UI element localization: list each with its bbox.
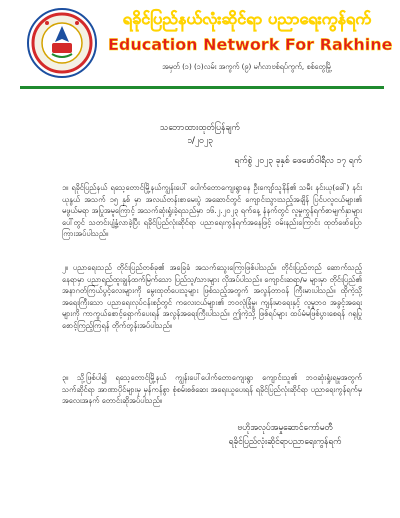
paragraph-1: ၁။ ရခိုင်ပြည်နယ် ရသေ့တောင်မြို့နယ်ကျွန်းပေါ် ပေါက်တောကျေးရွာနေ ဦးကျော်သူနိန်၏ သမီး နင်းယု(ခေါ်) နင်းယုနွယ် အသက် ၁၅ နှစ် မှာ အလယ်တန်းစာမေးပွဲ အဆောင်တွင် ကျောင်းသွားသည့်အချိန် ပြင်ပလူငယ်များ၏ မဖွယ်မရာ အပြုအမူကြောင့် အသက်ဆုံးရှုံးခဲ့ရသည်မှာ ၁၆.၂.၂၀၂၃ ရက်နေ့ နံနက်တွင် လူမှုကွန်ရက်စာမျက်နှာများပေါ်တွင် သတင်းပျံ့နှံ့လာခဲ့ပြီး ရခိုင်ပြည်လုံးဆိုင်ရာ ပညာရေးကွန်ရက်အနေဖြင့် ဝမ်းနည်းကြောင်း ထုတ်ဖော်ပြောကြားအပ်ပါသည်။ [62, 183, 362, 239]
letterhead-divider [20, 86, 384, 89]
paragraph-2: ၂။ ပညာရေးသည် တိုင်းပြည်တစ်ခု၏ အခြေခံ အသက်သွေးကြောဖြစ်ပါသည်။ တိုင်းပြည်တည် ဆောက်သည့် နေရာမှာ ပညာရည်ထူးချွန်ထက်မြက်သော ပြည်သူ/သားများ လိုအပ်ပါသည်။ ကျောင်းဆရာ/မ များမှာ တိုင်းပြည်၏ အနာဂတ်ကြယ်ပွင့်လေးများကို မွေးထုတ်ပေးသူများ ဖြစ်သည့်အတွက် အလွန်တာဝန် ကြီးမားပါသည်။ ထိုကဲ့သို့ အရေးကြီးသော ပညာရေးလုပ်ငန်းစဉ်တွင် ကလေးငယ်များ၏ ဘဝလုံခြုံမှု၊ ကျန်းမာရေးနှင့် လူမှုဘဝ အခွင့်အရေးများကို ကာကွယ်စောင့်ရှောက်ပေးရန် အလွန်အရေးကြီးပါသည်။ ဤကဲ့သို့ ဖြစ်ရပ်များ ထပ်မံမဖြစ်ပွားစေရန် ဂရုပြုစောင့်ကြည့်ကြရန် တိုက်တွန်းအပ်ပါသည်။ [62, 263, 362, 330]
letterhead [0, 0, 400, 92]
signature-organization: ရခိုင်ပြည်လုံးဆိုင်ရာပညာရေးကွန်ရက် [228, 436, 342, 446]
paragraph-3: ၃။ သို့ဖြစ်ပါ၍ ရသေ့တောင်မြို့နယ် ကျွန်းပေါ်ပေါက်တောကျေးရွာ ကျောင်းသူ၏ ဘဝဆုံးရှုံးရမှုအတွက် သက်ဆိုင်ရာ အာဏာပိုင်များမှ မှန်ကန်စွာ စုံစမ်းစစ်ဆေး အရေးယူပေးရန် ရခိုင်ပြည်လုံးဆိုင်ရာ ပညာရေးကွန်ရက်မှ အလေးအနက် တောင်းဆိုအပ်ပါသည်။ [62, 373, 362, 406]
organization-name-english: Education Network For Rakhine [108, 35, 393, 54]
organization-address: အမှတ် (၁) (၁)လမ်း အကွက် (၉) မင်္ဂလာဗစ်ရပ်ကွက်, စစ်တွေမြို့ [162, 62, 332, 71]
organization-logo [27, 8, 97, 78]
statement-number: ၁/၂၀၂၃ [187, 136, 213, 146]
statement-date: ရက်စွဲ ၂၀၂၃ ခုနှစ် ဖေဖော်ဝါရီလ ၁၇ ရက် [234, 156, 362, 166]
organization-name-burmese: ရခိုင်ပြည်နယ်လုံးဆိုင်ရာ ပညာရေးကွန်ရက် [122, 9, 372, 28]
signature-committee: ဗဟိုအလုပ်အမှုဆောင်ကော်မတီ [237, 422, 333, 432]
logo-emblem-icon [27, 8, 97, 78]
statement-title: သဘောထားထုတ်ပြန်ချက် [160, 123, 240, 133]
